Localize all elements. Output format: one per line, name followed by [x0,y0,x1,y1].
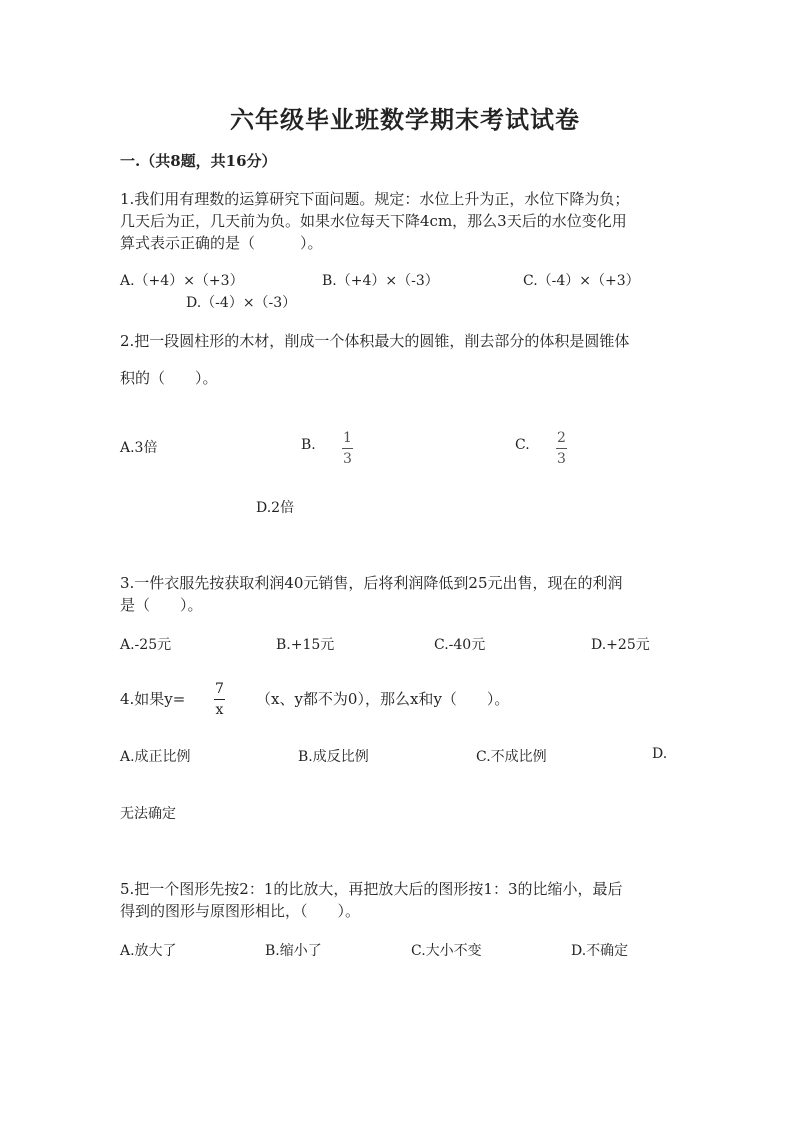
option-a: A.-25元 [120,637,172,653]
option-b: B.（+4）×（-3） [322,273,439,289]
question-text-prefix: 4.如果y= [120,690,186,708]
fraction-numerator: 1 [343,430,352,446]
option-d: D.（-4）×（-3） [186,295,297,311]
section-header: 一.（共8题，共16分） [120,152,277,170]
option-a: A.3倍 [120,440,158,456]
fraction-denominator: 3 [557,451,566,467]
option-b: B.缩小了 [265,943,322,959]
fraction-bar [556,448,567,449]
option-a: A.（+4）×（+3） [120,273,244,289]
question-text-line: 几天后为正，几天前为负。如果水位每天下降4cm，那么3天后的水位变化用 [120,212,627,230]
question-text-line: 5.把一个图形先按2：1的比放大，再把放大后的图形按1：3的比缩小，最后 [120,880,623,898]
fraction-denominator: 3 [343,451,352,467]
option-d: D.2倍 [256,500,295,516]
option-c: C.大小不变 [411,943,482,959]
fraction-numerator: 7 [215,681,224,697]
option-b: B.成反比例 [298,749,369,765]
option-d-text: 无法确定 [120,806,176,822]
fraction-bar [214,699,225,700]
option-d: D.+25元 [591,637,650,653]
fraction-denominator: x [215,702,224,718]
fraction-bar [342,448,353,449]
option-d: D.不确定 [571,943,629,959]
option-c: C.（-4）×（+3） [523,273,640,289]
option-b: B.+15元 [276,637,335,653]
fraction-numerator: 2 [557,430,566,446]
fraction-one-third [342,431,353,466]
option-c: C. [515,437,530,453]
option-c: C.-40元 [434,637,486,653]
option-b: B. [301,437,316,453]
question-text-suffix: （x、y都不为0），那么x和y（ ）。 [256,690,510,708]
option-a: A.成正比例 [120,749,191,765]
question-text-line: 2.把一段圆柱形的木材，削成一个体积最大的圆锥，削去部分的体积是圆锥体 [120,332,630,350]
question-text-line: 积的（ ）。 [120,369,218,387]
exam-title: 六年级毕业班数学期末考试试卷 [230,105,580,134]
option-a: A.放大了 [120,943,177,959]
option-c: C.不成比例 [476,749,547,765]
fraction-seven-over-x [214,682,225,717]
question-text-line: 算式表示正确的是（ ）。 [120,234,323,252]
question-text-line: 1.我们用有理数的运算研究下面问题。规定：水位上升为正，水位下降为负； [120,190,630,208]
question-text-line: 3.一件衣服先按获取利润40元销售，后将利润降低到25元出售，现在的利润 [120,574,623,592]
fraction-two-thirds [556,431,567,466]
question-text-line: 是（ ）。 [120,596,203,614]
question-text-line: 得到的图形与原图形相比，（ ）。 [120,902,361,920]
option-d: D. [652,746,668,762]
